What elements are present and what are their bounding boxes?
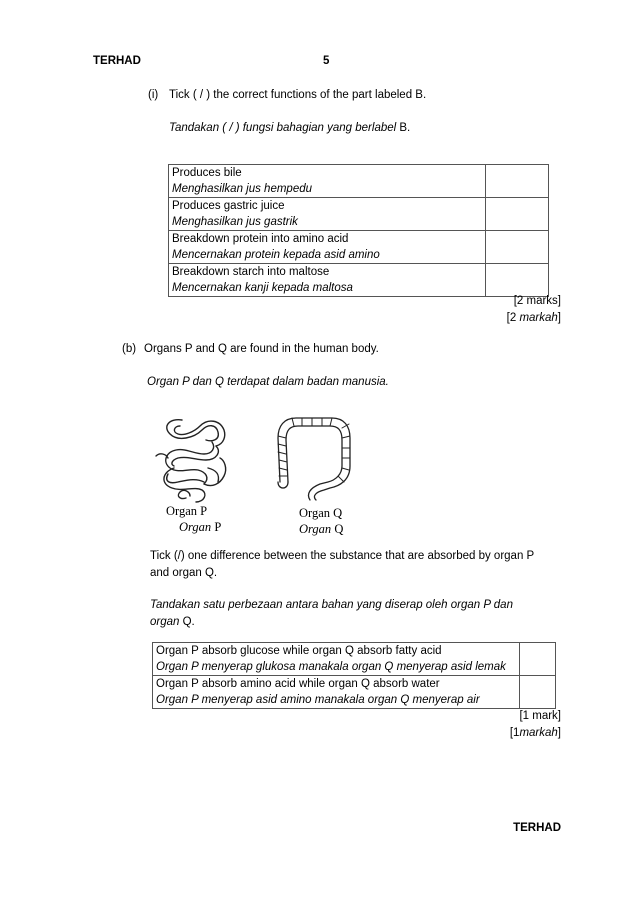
part-i-question-ms bbox=[169, 122, 410, 134]
tick-box[interactable] bbox=[520, 676, 556, 709]
table-row bbox=[169, 231, 549, 264]
table-row bbox=[153, 643, 556, 676]
table-cell bbox=[153, 676, 520, 709]
part-b-instruction-ms-line1 bbox=[150, 599, 513, 611]
tick-box[interactable] bbox=[486, 231, 549, 264]
part-b-label: (b) bbox=[122, 343, 137, 355]
row-text-ms: Mencernakan protein kepada asid amino bbox=[172, 249, 380, 261]
row-text-en: Organ P absorb glucose while organ Q absorb fatty acid bbox=[156, 645, 442, 657]
organ-q-label-ms-word: Organ bbox=[299, 522, 332, 536]
instruction-ms-organ: organ bbox=[150, 616, 180, 628]
organ-p-label-ms bbox=[179, 520, 221, 535]
row-text-ms: Menghasilkan jus hempedu bbox=[172, 183, 313, 195]
part-b-question-ms: Organ P dan Q terdapat dalam badan manusia. bbox=[147, 376, 389, 388]
organ-p-label-ms-word: Organ bbox=[179, 520, 212, 534]
table-row bbox=[169, 198, 549, 231]
row-text-en: Organ P absorb amino acid while organ Q absorb water bbox=[156, 678, 440, 690]
part-i-question-ms-text: Tandakan ( / ) fungsi bahagian yang berlabel bbox=[169, 122, 397, 134]
table-row bbox=[153, 676, 556, 709]
table-cell bbox=[169, 165, 486, 198]
functions-table bbox=[168, 164, 549, 297]
marks-ms-open: [2 bbox=[506, 312, 520, 324]
differences-table bbox=[152, 642, 556, 709]
row-text-en: Produces bile bbox=[172, 167, 242, 179]
tick-box[interactable] bbox=[520, 643, 556, 676]
row-text-en: Produces gastric juice bbox=[172, 200, 285, 212]
table-cell bbox=[169, 264, 486, 297]
row-text-en: Breakdown starch into maltose bbox=[172, 266, 330, 278]
instruction-ms-text-cont: P dan bbox=[480, 599, 513, 611]
part-i-question-ms-label: B. bbox=[399, 122, 411, 134]
organ-q-label-ms-letter: Q bbox=[331, 522, 344, 536]
marks-ms-word: markah bbox=[519, 312, 558, 324]
organ-p-label-ms-letter: P bbox=[211, 520, 222, 534]
marks-b-ms-close: ] bbox=[557, 727, 561, 739]
tick-box[interactable] bbox=[486, 198, 549, 231]
organ-q-label-en: Organ Q bbox=[299, 506, 343, 520]
tick-box[interactable] bbox=[486, 165, 549, 198]
marks-b-ms bbox=[510, 727, 561, 739]
header-left: TERHAD bbox=[93, 55, 141, 67]
organ-p-label-en: Organ P bbox=[166, 504, 208, 518]
tick-box[interactable] bbox=[486, 264, 549, 297]
part-b-question-en: Organs P and Q are found in the human body. bbox=[144, 343, 379, 355]
organ-q-illustration bbox=[270, 410, 360, 502]
row-text-ms: Menghasilkan jus gastrik bbox=[172, 216, 298, 228]
row-text-ms: Organ P menyerap glukosa manakala organ Q menyerap asid lemak bbox=[156, 661, 506, 673]
part-b-instruction-ms-line2 bbox=[150, 616, 195, 628]
marks-b-ms-open: [1 bbox=[509, 727, 520, 739]
marks-ms-close: ] bbox=[557, 312, 561, 324]
table-row bbox=[169, 264, 549, 297]
table-cell bbox=[153, 643, 520, 676]
table-cell bbox=[169, 231, 486, 264]
instruction-ms-text: Tandakan satu perbezaan antara bahan yang diserap oleh organ bbox=[150, 599, 481, 611]
part-b-instruction-en-line1: Tick (/) one difference between the substance that are absorbed by organ P bbox=[150, 550, 535, 562]
marks-ms bbox=[507, 312, 561, 324]
footer-right: TERHAD bbox=[513, 822, 561, 834]
table-cell bbox=[169, 198, 486, 231]
instruction-ms-letter: Q. bbox=[179, 616, 195, 628]
organ-q-label-ms bbox=[299, 522, 343, 537]
marks-b-en: [1 mark] bbox=[519, 710, 561, 722]
table-row bbox=[169, 165, 549, 198]
page-number: 5 bbox=[323, 55, 330, 67]
part-i-question-en: Tick ( / ) the correct functions of the part labeled B. bbox=[169, 89, 427, 101]
row-text-ms: Organ P menyerap asid amino manakala organ Q menyerap air bbox=[156, 694, 480, 706]
part-b-instruction-en-line2: and organ Q. bbox=[150, 567, 218, 579]
row-text-en: Breakdown protein into amino acid bbox=[172, 233, 349, 245]
row-text-ms: Mencernakan kanji kepada maltosa bbox=[172, 282, 353, 294]
part-i-number: (i) bbox=[148, 89, 159, 101]
organ-p-illustration bbox=[150, 412, 250, 504]
marks-en: [2 marks] bbox=[513, 295, 561, 307]
marks-b-ms-word: markah bbox=[519, 727, 558, 739]
